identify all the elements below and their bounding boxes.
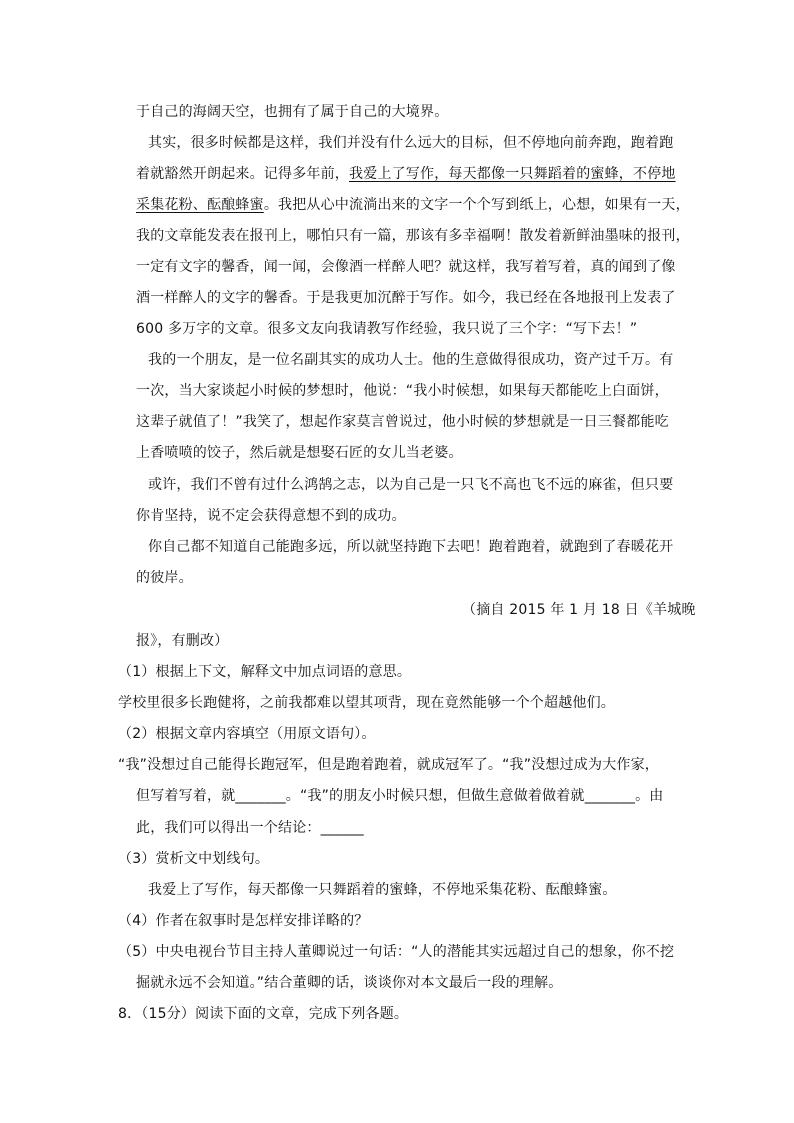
question-2-label: （2）根据文章内容填空（用原文语句）。 [118,726,376,742]
question-1-label: （1）根据上下文，解释文中加点词语的意思。 [118,664,412,680]
source-citation-line-1: （摘自 2015 年 1 月 18 日《羊城晚 [462,602,696,618]
paragraph-1-line-7: 600 多万字的文章。很多文友向我请教写作经验，我只说了三个字：“写下去！” [136,321,638,337]
paragraph-3-line-2: 你肯坚持，说不定会获得意想不到的成功。 [136,508,406,524]
paragraph-2-line-4: 上香喷喷的饺子，然后就是想娶石匠的女儿当老婆。 [136,445,463,461]
paragraph-2-line-2: 一次，当大家谈起小时候的梦想时，他说：“我小时候想，如果每天都能吃上白面饼， [136,383,669,399]
paragraph-1-line-3 [136,195,690,215]
question-4-label: （4）作者在叙事时是怎样安排详略的？ [118,913,369,929]
text-run: 。我把从心中流淌出来的文字一个个写到纸上，心想，如果有一天， [263,197,690,213]
paragraph-1-line-2 [136,164,676,184]
paragraph-1-line-1: 其实，很多时候都是这样，我们并没有什么远大的目标，但不停地向前奔跑，跑着跑 [148,135,674,151]
underlined-sentence: 采集花粉、酝酿蜂蜜 [136,197,264,213]
question-2-line-1: “我”没想过自己能得长跑冠军，但是跑着跑着，就成冠军了。“我”没想过成为大作家， [118,757,660,773]
paragraph-3-line-1: 或许，我们不曾有过什么鸿鹄之志，以为自己是一只飞不高也飞不远的麻雀，但只要 [148,477,674,493]
question-3-text: 我爱上了写作，每天都像一只舞蹈着的蜜蜂，不停地采集花粉、酝酿蜂蜜。 [148,882,617,898]
paragraph-2-line-3: 这辈子就值了！”我笑了，想起作家莫言曾说过，他小时候的梦想就是一日三餐都能吃 [136,414,669,430]
paragraph-1-line-4: 我的文章能发表在报刊上，哪怕只有一篇，那该有多幸福啊！散发着新鲜油墨味的报刊， [136,228,690,244]
source-citation-line-2: 报》，有删改） [136,633,229,649]
paragraph-4-line-1: 你自己都不知道自己能跑多远，所以就坚持跑下去吧！跑着跑着，就跑到了春暖花开 [148,539,674,555]
paragraph-0-line-1: 于自己的海阔天空，也拥有了属于自己的大境界。 [136,104,449,120]
question-5-line-2: 掘就永远不会知道。”结合董卿的话，谈谈你对本文最后一段的理解。 [136,975,563,991]
question-8-heading: 8．（15分）阅读下面的文章，完成下列各题。 [118,1006,409,1022]
question-2-line-3: 此，我们可以得出一个结论：______ [136,820,364,836]
paragraph-2-line-1: 我的一个朋友，是一位名副其实的成功人士。他的生意做得很成功，资产过千万。有 [148,352,674,368]
text-run: 着就豁然开朗起来。记得多年前， [136,166,349,182]
question-1-text: 学校里很多长跑健将，之前我都难以望其项背，现在竟然能够一个个超越他们。 [118,695,615,711]
question-3-label: （3）赏析文中划线句。 [118,851,270,867]
paragraph-1-line-5: 一定有文字的馨香，闻一闻，会像酒一样醉人吧？就这样，我写着写着，真的闻到了像 [136,259,676,275]
paragraph-4-line-2: 的彼岸。 [136,570,193,586]
underlined-sentence: 我爱上了写作，每天都像一只舞蹈着的蜜蜂，不停地 [349,166,676,182]
question-2-line-2: 但写着写着，就_______。“我”的朋友小时候只想，但做生意做着做着就_______。由 [136,788,664,804]
question-5-line-1: （5）中央电视台节目主持人董卿说过一句话：“人的潜能其实远超过自己的想象，你不挖 [118,944,675,960]
paragraph-1-line-6: 酒一样醉人的文字的馨香。于是我更加沉醉于写作。如今，我已经在各地报刊上发表了 [136,290,676,306]
